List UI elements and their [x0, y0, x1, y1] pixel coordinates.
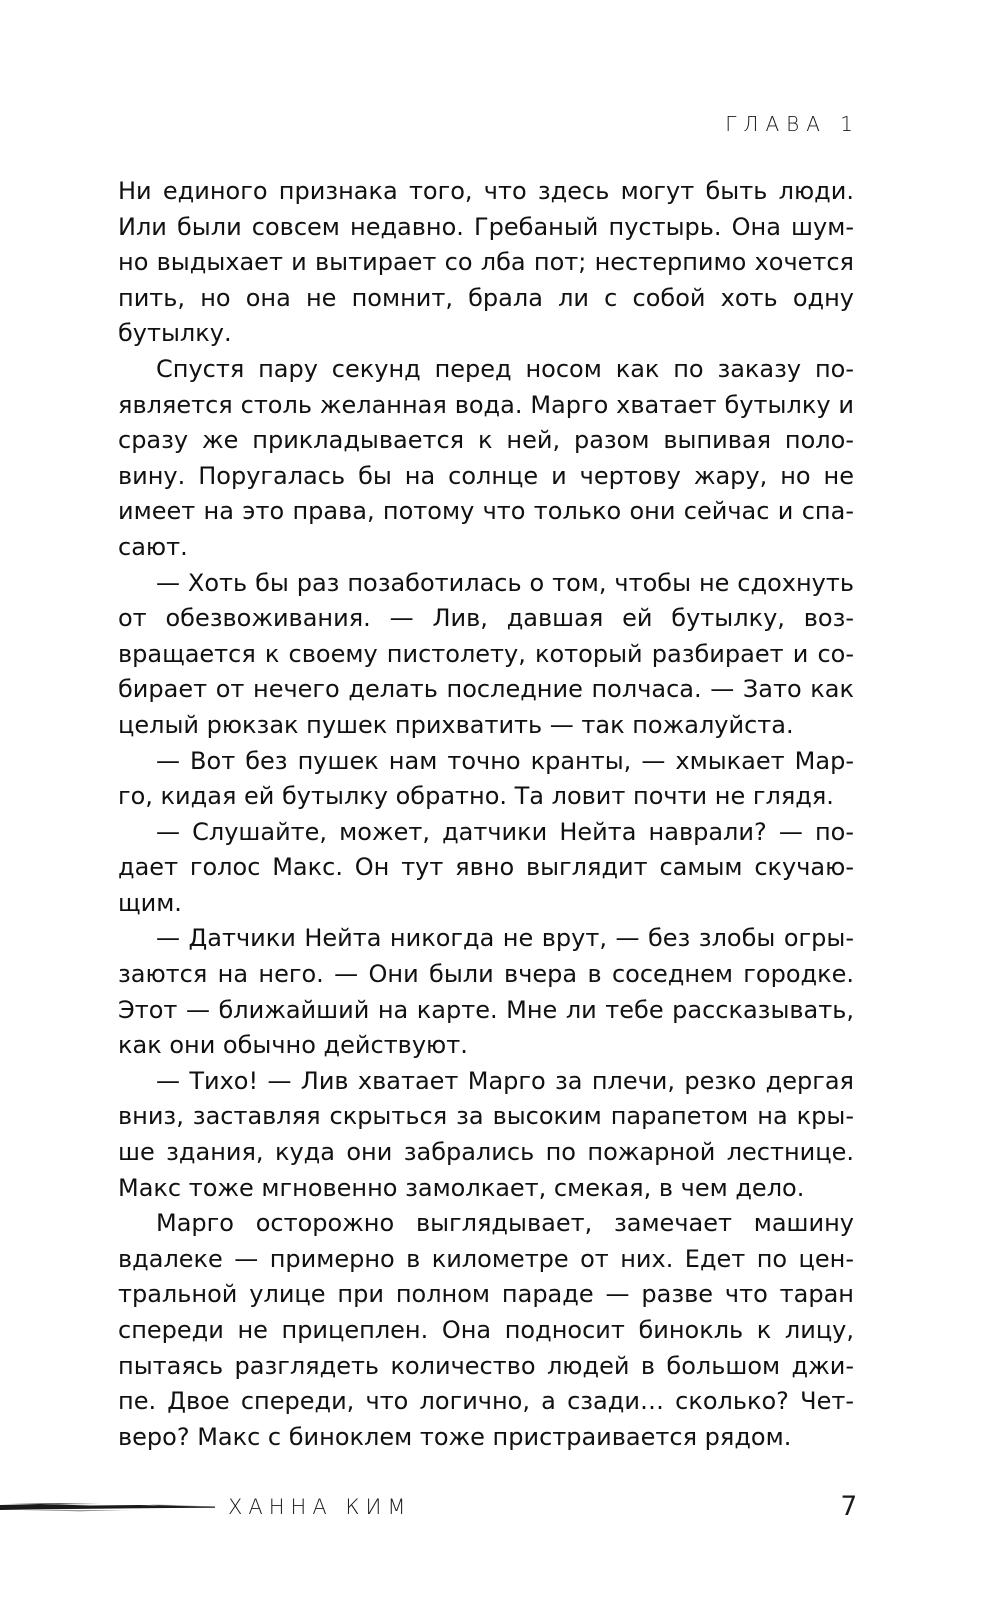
paragraph-1: Ни единого признака того, что здесь могут быть люди. Или были совсем недавно. Гребаный пустырь. Она шумно выдыхает и вытирает со лба пот; нестерпимо хочется пить, но она не помнит, брала ли с собой хоть одну бутылку.	[118, 177, 854, 348]
paragraph-6: — Датчики Нейта никогда не врут, — без злобы огрызаются на него. — Они были вчера в соседнем городке. Этот — ближайший на карте. Мне ли тебе рассказывать, как они обычно действуют.	[118, 924, 854, 1060]
paragraph-8: Марго осторожно выглядывает, замечает машину вдалеке — примерно в километре от них. Едет по центральной улице при полном параде — разве что таран спереди не прицеплен. Она подносит бинокль к лицу, пытаясь разглядеть количество людей в большом джипе. Двое спереди, что логично, а сзади… сколько? Четверо? Макс с биноклем тоже пристраивается рядом.	[118, 1209, 854, 1451]
brush-stroke-decoration	[0, 1501, 215, 1513]
paragraph-7: — Тихо! — Лив хватает Марго за плечи, резко дергая вниз, заставляя скрыться за высоким парапетом на крыше здания, куда они забрались по пожарной лестнице. Макс тоже мгновенно замолкает, смекая, в чем дело.	[118, 1066, 854, 1202]
paragraph-2: Спустя пару секунд перед носом как по заказу появляется столь желанная вода. Марго хватает бутылку и сразу же прикладывается к ней, разом выпивая половину. Поругалась бы на солнце и чертову жару, но не имеет на это права, потому что только они сейчас и спасают.	[118, 354, 854, 561]
body-text	[118, 174, 854, 1455]
paragraph-3: — Хоть бы раз позаботилась о том, чтобы не сдохнуть от обезвоживания. — Лив, давшая ей бутылку, возвращается к своему пистолету, который разбирает и собирает от нечего делать последние полчаса. — Зато как целый рюкзак пушек прихватить — так пожалуйста.	[118, 568, 854, 739]
page-number: 7	[840, 1491, 857, 1522]
footer-author: ХАННА КИМ	[228, 1495, 412, 1519]
running-head-chapter: ГЛАВА 1	[725, 112, 860, 136]
paragraph-5: — Слушайте, может, датчики Нейта наврали? — подает голос Макс. Он тут явно выглядит самым скучающим.	[118, 817, 854, 917]
paragraph-4: — Вот без пушек нам точно кранты, — хмыкает Марго, кидая ей бутылку обратно. Та ловит почти не глядя.	[118, 746, 854, 811]
page-footer	[0, 1487, 1000, 1527]
